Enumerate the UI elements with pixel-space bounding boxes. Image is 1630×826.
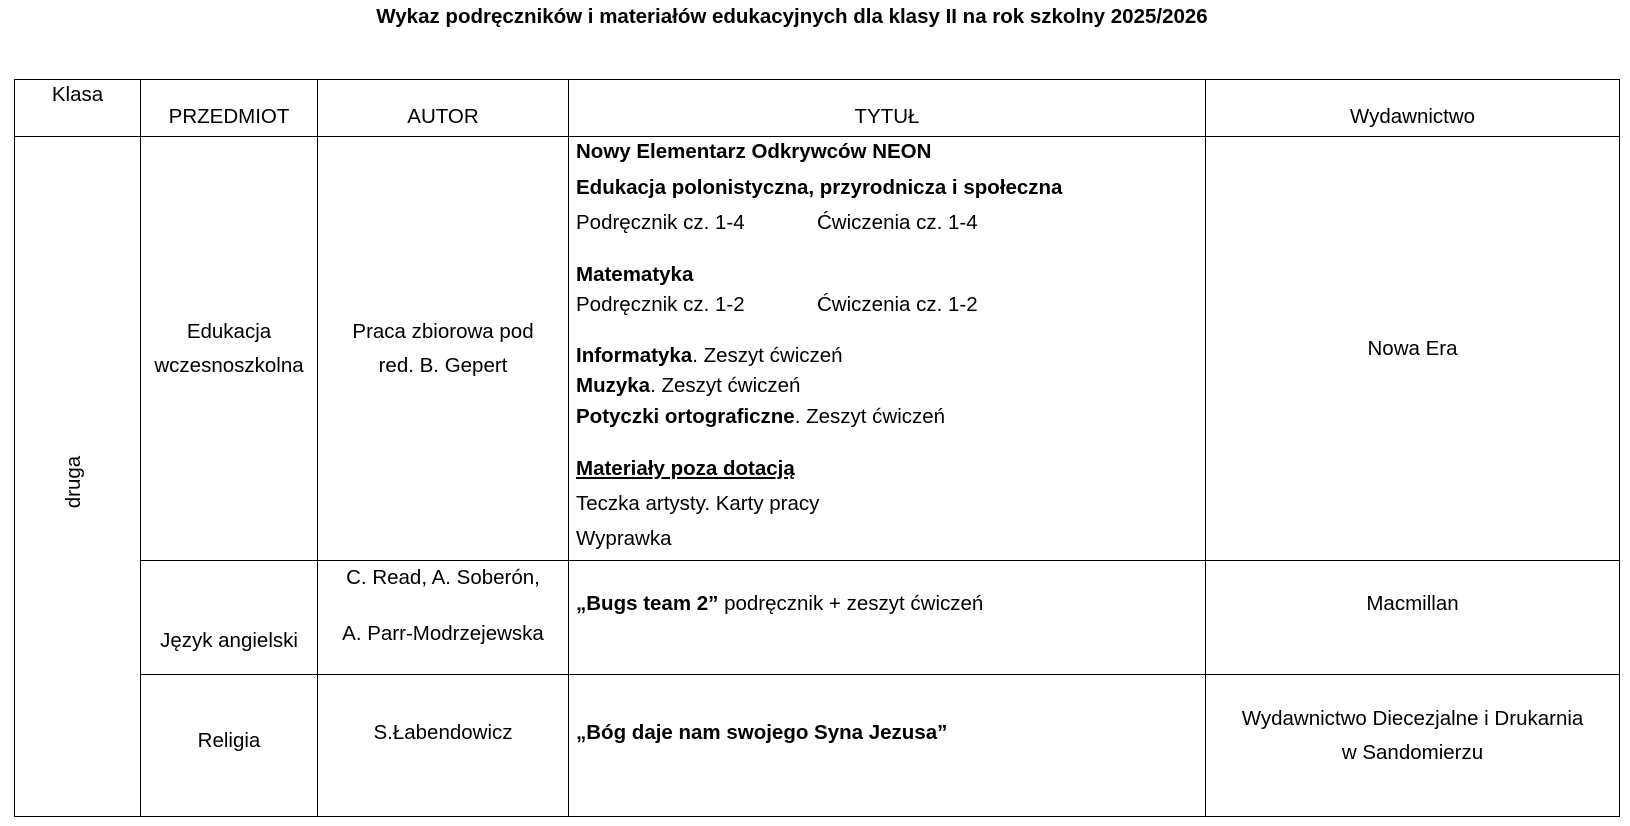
row-3-wydawnictwo — [1206, 698, 1619, 774]
tytul-podrecznik-1-4: Podręcznik cz. 1-4 — [576, 211, 745, 234]
row-2-tytul-rest: podręcznik + zeszyt ćwiczeń — [718, 592, 984, 615]
row-1-autor — [318, 137, 568, 560]
tytul-podrecznik-1-2: Podręcznik cz. 1-2 — [576, 293, 745, 316]
row-1-autor-line2: red. B. Gepert — [378, 353, 508, 377]
row-3-autor: S.Łabendowicz — [373, 721, 513, 744]
tytul-potyczki — [576, 404, 945, 430]
tytul-teczka: Teczka artysty. Karty pracy — [576, 492, 820, 515]
tytul-potyczki-bold: Potyczki ortograficzne — [576, 405, 795, 428]
tytul-muzyka-rest: . Zeszyt ćwiczeń — [650, 374, 801, 397]
row-2-przedmiot: Język angielski — [160, 629, 298, 652]
column-divider-3 — [568, 79, 569, 817]
table-border-right — [1619, 79, 1620, 817]
row-3-tytul: „Bóg daje nam swojego Syna Jezusa” — [576, 721, 948, 744]
tytul-muzyka — [576, 373, 800, 399]
tytul-wyprawka: Wyprawka — [576, 527, 672, 550]
tytul-neon: Nowy Elementarz Odkrywców NEON — [576, 140, 932, 163]
row-1-przedmiot-line2: wczesnoszkolna — [154, 353, 304, 377]
tytul-informatyka — [576, 343, 843, 369]
row-2-wydawnictwo: Macmillan — [1366, 592, 1459, 615]
tytul-edukacja: Edukacja polonistyczna, przyrodnicza i społeczna — [576, 176, 1063, 199]
tytul-cwiczenia-1-4: Ćwiczenia cz. 1-4 — [817, 211, 978, 234]
row-2-autor-line2: A. Parr-Modrzejewska — [342, 622, 544, 645]
row-1-przedmiot-line1: Edukacja — [186, 319, 272, 343]
klasa-value: druga — [62, 455, 86, 509]
tytul-poza-dotacja: Materiały poza dotacją — [576, 457, 795, 480]
header-wydawnictwo: Wydawnictwo — [1349, 105, 1476, 128]
tytul-potyczki-rest: . Zeszyt ćwiczeń — [794, 405, 946, 428]
tytul-matematyka: Matematyka — [576, 263, 694, 286]
row-3-przedmiot: Religia — [197, 729, 261, 752]
row-1-przedmiot — [141, 137, 317, 560]
tytul-cwiczenia-1-2: Ćwiczenia cz. 1-2 — [817, 293, 978, 316]
row-3-wydawnictwo-line1: Wydawnictwo Diecezjalne i Drukarnia — [1241, 707, 1584, 730]
row-1-wydawnictwo: Nowa Era — [1367, 336, 1458, 360]
row-2-tytul-bold: „Bugs team 2” — [576, 592, 719, 615]
row-divider-2 — [140, 674, 1620, 675]
row-1-autor-line1: Praca zbiorowa pod — [352, 319, 534, 343]
header-tytul: TYTUŁ — [854, 105, 920, 128]
tytul-informatyka-bold: Informatyka — [576, 344, 693, 367]
header-autor: AUTOR — [407, 105, 479, 128]
header-przedmiot: PRZEDMIOT — [168, 105, 290, 128]
row-2-tytul — [576, 591, 983, 617]
klasa-cell — [14, 138, 135, 826]
row-2-autor-line1: C. Read, A. Soberón, — [346, 566, 540, 589]
tytul-informatyka-rest: . Zeszyt ćwiczeń — [692, 344, 843, 367]
tytul-muzyka-bold: Muzyka — [576, 374, 651, 397]
document-title: Wykaz podręczników i materiałów edukacyjnych dla klasy II na rok szkolny 2025/2026 — [376, 5, 1208, 28]
table-border-bottom — [14, 816, 1620, 817]
table-border-top — [14, 79, 1620, 80]
header-klasa: Klasa — [51, 83, 104, 106]
row-3-wydawnictwo-line2: w Sandomierzu — [1341, 741, 1484, 764]
